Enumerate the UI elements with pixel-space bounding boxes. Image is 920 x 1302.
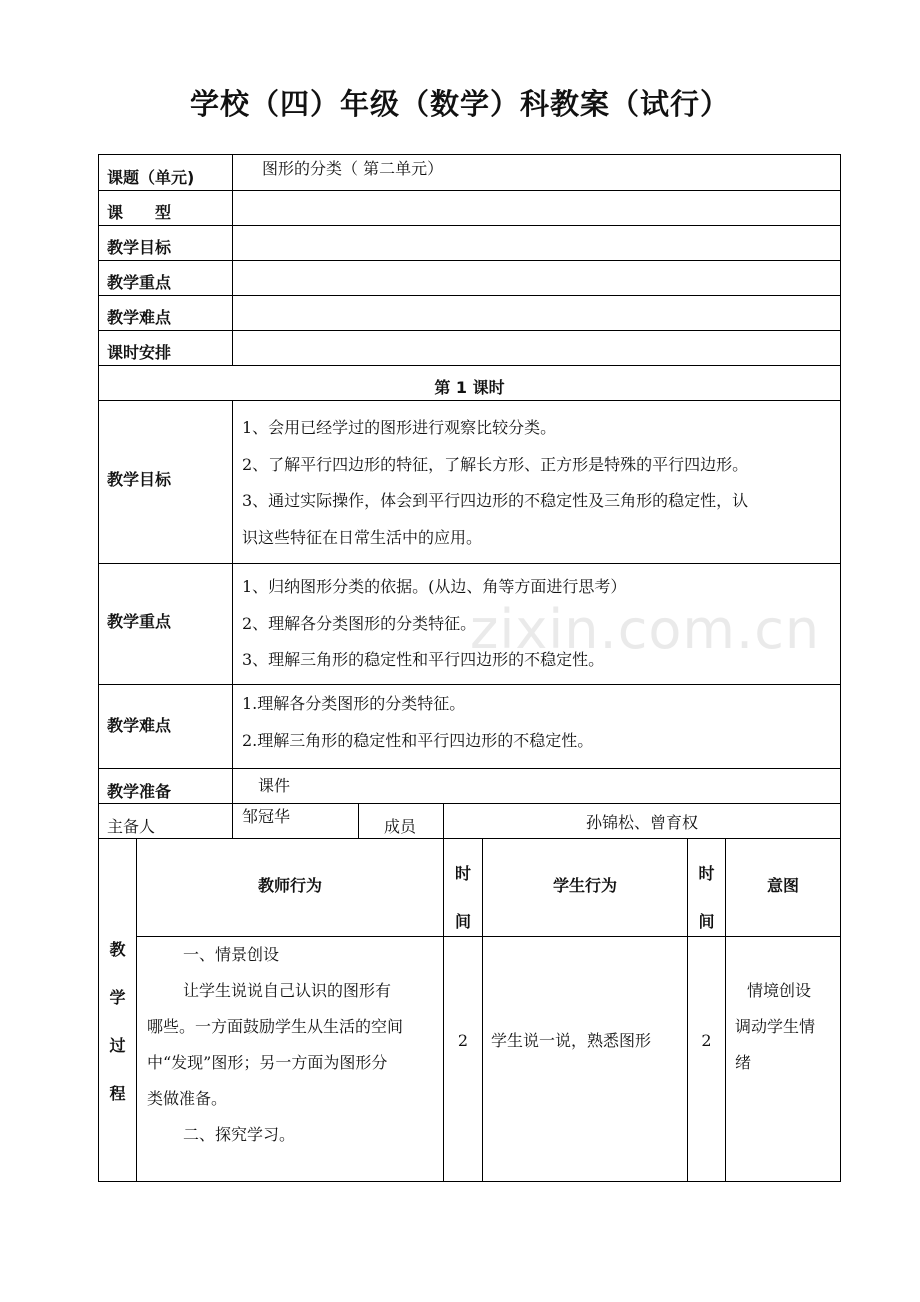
col-divider: [232, 400, 233, 839]
header-label-type: 课 型: [107, 203, 172, 222]
row-divider: [98, 225, 841, 226]
key-point-item: 1、归纳图形分类的依据。(从边、角等方面进行思考）: [242, 577, 627, 596]
objectives-list: [242, 410, 837, 557]
header-value-topic: 图形的分类（ 第二单元）: [262, 159, 444, 178]
process-label-char: 程: [109, 1084, 126, 1103]
time-header-char: 时: [698, 864, 715, 883]
key-points-label: 教学重点: [107, 612, 172, 631]
teacher-line: 二、探究学习。: [183, 1125, 296, 1144]
objective-item: 3、通过实际操作，体会到平行四边形的不稳定性及三角形的稳定性，认: [242, 491, 749, 511]
time-header-1: [443, 850, 483, 946]
objective-item: 1、会用已经学过的图形进行观察比较分类。: [242, 418, 557, 437]
student-header: 学生行为: [552, 876, 617, 895]
process-label: [98, 926, 137, 1118]
header-label-key-points: 教学重点: [107, 273, 172, 292]
teacher-line: 类做准备。: [147, 1089, 228, 1108]
page-title: 学校（四）年级（数学）科教案（试行）: [189, 87, 730, 121]
row-divider: [98, 563, 841, 564]
teacher-header: 教师行为: [257, 876, 322, 895]
table-border-right: [840, 154, 841, 1182]
key-points-list: [242, 569, 837, 679]
time-header-char: 时: [454, 864, 471, 883]
row-divider: [98, 295, 841, 296]
difficulty-item: 1.理解各分类图形的分类特征。: [242, 694, 466, 713]
preparer-label: 主备人: [107, 817, 156, 836]
intent-line: 绪: [735, 1053, 752, 1072]
members-label: 成员: [384, 817, 417, 836]
time-header-2: [687, 850, 726, 946]
col-divider: [232, 154, 233, 366]
time-header-char: 间: [698, 912, 715, 931]
intent-text: [735, 973, 839, 1081]
intent-line: 调动学生情: [735, 1017, 816, 1036]
difficulties-list: [242, 686, 837, 759]
members-value: 孙锦松、曾育权: [585, 813, 698, 832]
header-label-difficulties: 教学难点: [107, 308, 172, 327]
preparation-value: 课件: [258, 776, 291, 795]
row-divider: [98, 768, 841, 769]
row-divider: [98, 684, 841, 685]
objective-item: 识这些特征在日常生活中的应用。: [242, 528, 483, 548]
process-label-char: 教: [109, 940, 126, 959]
preparer-value: 邹冠华: [242, 807, 291, 826]
table-border-top: [98, 154, 841, 155]
time-value-2: 2: [701, 1031, 712, 1050]
table-border-bottom: [98, 1181, 841, 1182]
difficulty-item: 2.理解三角形的稳定性和平行四边形的不稳定性。: [242, 730, 594, 750]
row-divider: [98, 838, 841, 839]
teacher-line: 一、情景创设: [183, 945, 280, 964]
header-label-objectives: 教学目标: [107, 238, 172, 257]
col-divider: [358, 803, 359, 839]
process-label-char: 学: [109, 988, 126, 1007]
objective-item: 2、了解平行四边形的特征，了解长方形、正方形是特殊的平行四边形。: [242, 454, 749, 474]
time-header-char: 间: [454, 912, 471, 931]
time-value-1: 2: [457, 1031, 469, 1050]
teacher-line: 中“发现”图形；另一方面为图形分: [147, 1053, 388, 1072]
header-label-topic: 课题（单元): [107, 168, 195, 187]
row-divider: [98, 365, 841, 366]
row-divider: [98, 190, 841, 191]
student-activity: 学生说一说，熟悉图形: [491, 1031, 652, 1050]
lesson-title: 第 1 课时: [434, 378, 505, 397]
teacher-activity: [147, 937, 440, 1153]
preparation-label: 教学准备: [107, 782, 172, 801]
row-divider: [98, 803, 841, 804]
key-point-item: 2、理解各分类图形的分类特征。: [242, 613, 477, 633]
intent-line: 情境创设: [747, 981, 812, 1000]
key-point-item: 3、理解三角形的稳定性和平行四边形的不稳定性。: [242, 650, 605, 670]
watermark: zixin.com.cn: [470, 598, 821, 661]
intent-header: 意图: [766, 876, 799, 895]
objectives-label: 教学目标: [107, 470, 172, 489]
process-label-char: 过: [109, 1036, 126, 1055]
row-divider: [98, 260, 841, 261]
teacher-line: 让学生说说自己认识的图形有: [183, 981, 392, 1000]
row-divider: [98, 400, 841, 401]
header-label-schedule: 课时安排: [107, 343, 172, 362]
difficulties-label: 教学难点: [107, 716, 172, 735]
teacher-line: 哪些。一方面鼓励学生从生活的空间: [147, 1017, 404, 1036]
row-divider: [98, 330, 841, 331]
